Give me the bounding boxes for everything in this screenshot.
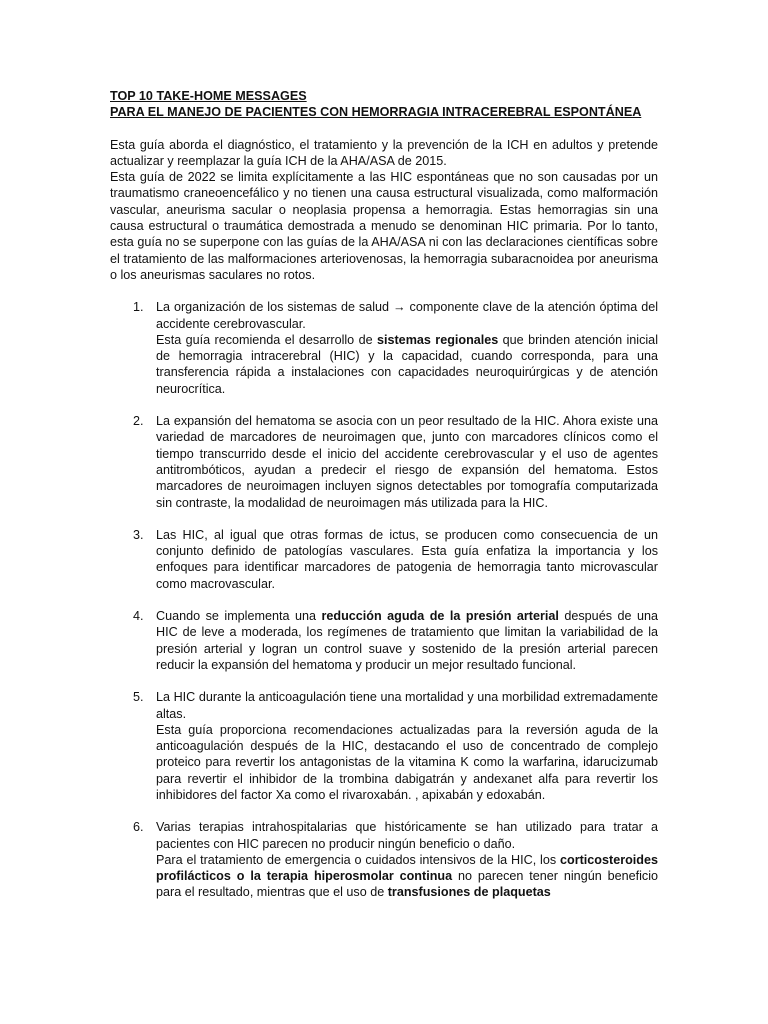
item-text: no parecen tener ningún beneficio para el resultado, mientras que el uso de	[156, 869, 659, 900]
list-item	[110, 689, 658, 803]
intro-paragraph-1: Esta guía aborda el diagnóstico, el tratamiento y la prevención de la ICH en adultos y pretende actualizar y reemplazar la guía ICH de la AHA/ASA de 2015.	[110, 137, 658, 168]
arrow-right-icon: →	[393, 300, 406, 315]
item-text: Esta guía recomienda el desarrollo de	[156, 332, 377, 347]
item-paragraph	[156, 332, 658, 397]
item-number: 5.	[133, 690, 144, 705]
item-bold-text: corticosteroides profilácticos o la terapia hiperosmolar continua	[156, 852, 658, 884]
item-text: después de una HIC de leve a moderada, los regímenes de tratamiento que limitan la variabilidad de la presión arterial y logran un control suave y sostenido de la presión arterial parecen reducir la expansión del hematoma y producir un mejor resultado funcional.	[156, 609, 658, 672]
list-item	[110, 608, 658, 673]
item-text: La organización de los sistemas de salud	[156, 300, 393, 315]
item-paragraph: Las HIC, al igual que otras formas de ictus, se producen como consecuencia de un conjunto definido de patologías vasculares. Esta guía enfatiza la importancia y los enfoques para identificar marcadores de patogenia de hemorragia tanto microvascular como macrovascular.	[156, 527, 658, 591]
document-title-line-2: PARA EL MANEJO DE PACIENTES CON HEMORRAGIA INTRACEREBRAL ESPONTÁNEA	[110, 105, 642, 120]
item-paragraph	[156, 608, 658, 673]
item-number: 3.	[133, 527, 144, 542]
list-item	[110, 299, 658, 397]
item-number: 6.	[133, 820, 144, 835]
item-number: 2.	[133, 414, 144, 429]
item-text: que brinden atención inicial de hemorragia intracerebral (HIC) y la capacidad, cuando corresponda, para una transferencia rápida a instalaciones con capacidades neuroquirúrgicas y de atención neurocrítica.	[156, 332, 658, 396]
list-item	[110, 819, 658, 900]
list-item	[110, 527, 658, 592]
list-item	[110, 413, 658, 511]
item-paragraph: Esta guía proporciona recomendaciones actualizadas para la reversión aguda de la anticoagulación después de la HIC, destacando el uso de concentrado de complejo proteico para revertir los antagonistas de la vitamina K como la warfarina, idarucizumab para revertir el inhibidor de la trombina dabigatrán y andexanet alfa para revertir los inhibidores del factor Xa como el rivaroxabán. , apixabán y edoxabán.	[156, 722, 658, 802]
intro-section	[110, 137, 658, 284]
item-number: 4.	[133, 609, 144, 624]
item-paragraph	[156, 299, 658, 332]
take-home-messages-list	[110, 299, 658, 901]
item-paragraph: La HIC durante la anticoagulación tiene una mortalidad y una morbilidad extremadamente altas.	[156, 690, 658, 721]
item-bold-text: reducción aguda de la presión arterial	[321, 609, 559, 624]
item-paragraph: Varias terapias intrahospitalarias que históricamente se han utilizado para tratar a pacientes con HIC parecen no producir ningún beneficio o daño.	[156, 820, 658, 851]
item-paragraph: La expansión del hematoma se asocia con un peor resultado de la HIC. Ahora existe una variedad de marcadores de neuroimagen que, junto con marcadores clínicos como el tiempo transcurrido desde el inicio del accidente cerebrovascular y el uso de agentes antitrombóticos, ayudan a predecir el riesgo de expansión del hematoma. Estos marcadores de neuroimagen incluyen signos detectables por tomografía computarizada sin contraste, la modalidad de neuroimagen más utilizada para la HIC.	[156, 414, 658, 510]
item-bold-text: sistemas regionales	[376, 332, 499, 347]
item-paragraph	[156, 852, 658, 901]
item-text: Cuando se implementa una	[156, 609, 322, 624]
document-title-line-1: TOP 10 TAKE-HOME MESSAGES	[110, 89, 307, 103]
intro-paragraph-2: Esta guía de 2022 se limita explícitamente a las HIC espontáneas que no son causadas por un traumatismo craneoencefálico y no tienen una causa estructural visualizada, como malformación vascular, aneurisma sacular o neoplasia propensa a hemorragia. Estas hemorragias sin una causa estructural o traumática demostrada a menudo se denominan HIC primaria. Por lo tanto, esta guía no se superpone con las guías de la AHA/ASA ni con las declaraciones científicas sobre el tratamiento de las malformaciones arteriovenosas, la hemorragia subaracnoidea por aneurisma o los aneurismas saculares no rotos.	[110, 170, 658, 282]
item-text: componente clave de la atención óptima del accidente cerebrovascular.	[156, 300, 658, 331]
item-text: Para el tratamiento de emergencia o cuidados intensivos de la HIC, los	[156, 852, 561, 867]
item-number: 1.	[133, 300, 144, 315]
document-page	[110, 88, 658, 917]
item-bold-text: transfusiones de plaquetas	[387, 885, 551, 900]
